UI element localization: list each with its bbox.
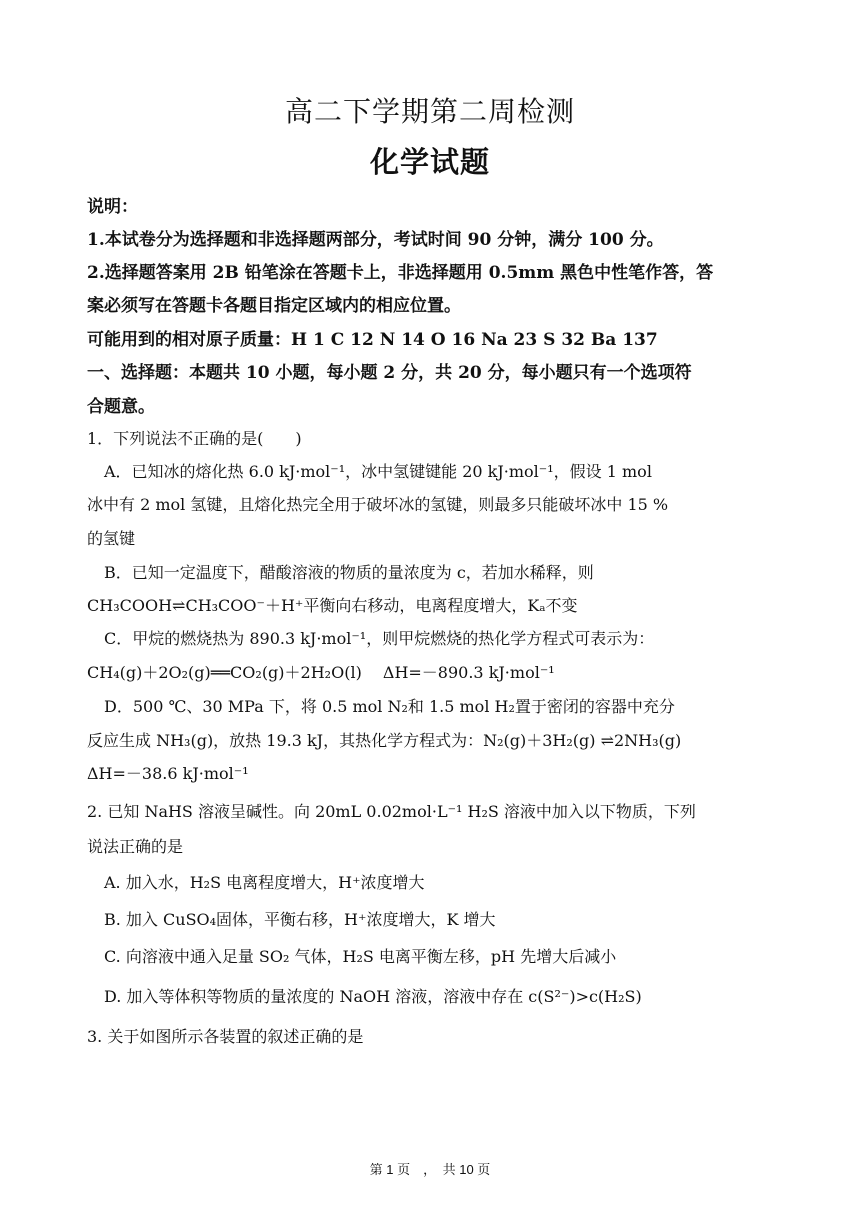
section1-line1: 一、选择题：本题共 10 小题，每小题 2 分，共 20 分，每小题只有一个选项符: [87, 363, 692, 383]
q1-option-c-line2: CH₄(g)＋2O₂(g)══CO₂(g)＋2H₂O(l) ΔH=－890.3 kJ·mol⁻¹: [87, 663, 555, 682]
q2-stem-line1: 2. 已知 NaHS 溶液呈碱性。向 20mL 0.02mol·L⁻¹ H₂S 溶液中加入以下物质，下列: [87, 802, 696, 821]
q1-option-a-line1: A．已知冰的熔化热 6.0 kJ·mol⁻¹，冰中氢键键能 20 kJ·mol⁻¹，假设 1 mol: [104, 462, 652, 481]
q2-option-c: C. 向溶液中通入足量 SO₂ 气体，H₂S 电离平衡左移，pH 先增大后减小: [104, 947, 617, 966]
page-title: 高二下学期第二周检测: [284, 95, 575, 128]
q1-option-d-line3: ΔH=－38.6 kJ·mol⁻¹: [87, 764, 249, 783]
section1-line2: 合题意。: [87, 397, 155, 417]
q1-option-c-line1: C．甲烷的燃烧热为 890.3 kJ·mol⁻¹，则甲烷燃烧的热化学方程式可表示为：: [104, 629, 655, 648]
q1-option-a-line3: 的氢键: [87, 529, 136, 548]
q2-option-a: A. 加入水，H₂S 电离程度增大，H⁺浓度增大: [104, 873, 425, 892]
instruction-1: 1.本试卷分为选择题和非选择题两部分，考试时间 90 分钟，满分 100 分。: [87, 230, 664, 250]
page-footer: 第 1 页 ， 共 10 页: [369, 1162, 491, 1177]
instructions-heading: 说明：: [87, 197, 138, 217]
q3-stem: 3. 关于如图所示各装置的叙述正确的是: [87, 1027, 364, 1046]
q1-option-b-line1: B．已知一定温度下，醋酸溶液的物质的量浓度为 c，若加水稀释，则: [104, 563, 594, 582]
instruction-2-line1: 2.选择题答案用 2B 铅笔涂在答题卡上，非选择题用 0.5mm 黑色中性笔作答，答: [87, 263, 714, 283]
page-subtitle: 化学试题: [369, 145, 490, 179]
q1-option-b-line2: CH₃COOH⇌CH₃COO⁻＋H⁺平衡向右移动，电离程度增大，Kₐ不变: [87, 596, 578, 615]
q2-stem-line2: 说法正确的是: [87, 837, 184, 856]
q2-option-d: D. 加入等体积等物质的量浓度的 NaOH 溶液，溶液中存在 c(S²⁻)>c(H₂S): [104, 987, 642, 1006]
q1-stem: 1．下列说法不正确的是( ): [87, 429, 302, 448]
q1-option-d-line1: D．500 ℃、30 MPa 下，将 0.5 mol N₂和 1.5 mol H₂置于密闭的容器中充分: [104, 697, 675, 716]
q1-option-a-line2: 冰中有 2 mol 氢键，且熔化热完全用于破坏冰的氢键，则最多只能破坏冰中 15 %: [87, 495, 669, 514]
q2-option-b: B. 加入 CuSO₄固体，平衡右移，H⁺浓度增大，K 增大: [104, 910, 496, 929]
instruction-2-line2: 案必须写在答题卡各题目指定区域内的相应位置。: [87, 296, 461, 316]
atomic-mass-line: 可能用到的相对原子质量：H 1 C 12 N 14 O 16 Na 23 S 32 Ba 137: [87, 330, 658, 350]
q1-option-d-line2: 反应生成 NH₃(g)，放热 19.3 kJ，其热化学方程式为：N₂(g)＋3H₂(g) ⇌2NH₃(g): [87, 731, 682, 750]
